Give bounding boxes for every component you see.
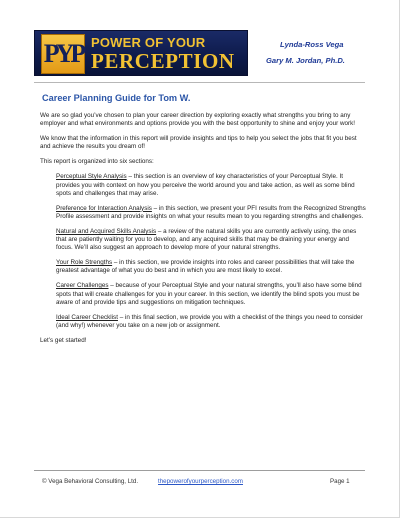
- section-heading: Preference for Interaction Analysis: [56, 204, 152, 212]
- section-career-challenges: [56, 282, 366, 306]
- section-heading: Your Role Strengths: [56, 259, 113, 267]
- section-description: – in this final section, we provide you with a checklist of the things you need to consider (and why!) whenever you take on a new job or assignment.: [56, 313, 363, 329]
- closing-line: Let’s get started!: [40, 336, 87, 344]
- header-divider: [34, 82, 365, 83]
- section-description: – in this section, we present your PFI results from the Recognized Strengths Profile assessment and provide insights on what your results mean to you regarding strengths and challenges.: [56, 204, 366, 220]
- author-name-1: Lynda-Ross Vega: [280, 40, 344, 49]
- section-preference-for-interaction: [56, 205, 366, 221]
- section-heading: Career Challenges: [56, 282, 109, 290]
- pyp-logo-mark: PYP: [41, 34, 85, 74]
- section-description: – this section is an overview of key characteristics of your Perceptual Style. It provides you with context on how you perceive the world around you and take action, as well as some blind spots and challenges that may arise.: [56, 173, 355, 197]
- logo-text-line2: PERCEPTION: [91, 49, 235, 73]
- power-of-your-perception-logo: [34, 30, 248, 76]
- section-heading: Perceptual Style Analysis: [56, 173, 127, 181]
- section-perceptual-style: [56, 173, 366, 197]
- logo-text-line1: POWER OF YOUR: [91, 35, 206, 50]
- section-heading: Natural and Acquired Skills Analysis: [56, 227, 157, 235]
- footer-page-number: Page 1: [330, 478, 350, 485]
- section-description: – a review of the natural skills you are currently actively using, the ones that are patiently waiting for you to develop, and any acquired skills that may be draining your energy and focus. We’ll also suggest an approach to develop more of your natural strengths.: [56, 227, 357, 252]
- intro-paragraph: We are so glad you’ve chosen to plan your career direction by exploring exactly what strengths you bring to any employer and what environments and options provide you with the best opportunity to shine and enjoy your work!: [40, 112, 356, 128]
- section-natural-acquired-skills: [56, 228, 366, 252]
- page-title: Career Planning Guide for Tom W.: [42, 93, 191, 103]
- section-role-strengths: [56, 259, 366, 275]
- sections-intro: This report is organized into six sections:: [40, 158, 154, 166]
- section-heading: Ideal Career Checklist: [56, 313, 118, 321]
- footer-copyright: © Vega Behavioral Consulting, Ltd.: [42, 478, 139, 485]
- intro-paragraph: We know that the information in this report will provide insights and tips to help you select the jobs that fit you best and achieve the results you dream of!: [40, 135, 357, 151]
- report-body: [40, 112, 366, 352]
- author-name-2: Gary M. Jordan, Ph.D.: [266, 56, 345, 65]
- section-ideal-career-checklist: [56, 314, 366, 330]
- footer-website-link[interactable]: thepowerofyourperception.com: [158, 478, 243, 485]
- section-description: – in this section, we provide insights into roles and career possibilities that will take the greatest advantage of what you do best and in which you are most likely to excel.: [56, 259, 355, 275]
- section-description: – because of your Perceptual Style and your natural strengths, you’ll also have some blind spots that will create challenges for you in your career. In this section, we identify the blind spots you must be aware of and provide tips and suggestions on mitigation techniques.: [56, 282, 362, 306]
- footer-divider: [34, 470, 365, 471]
